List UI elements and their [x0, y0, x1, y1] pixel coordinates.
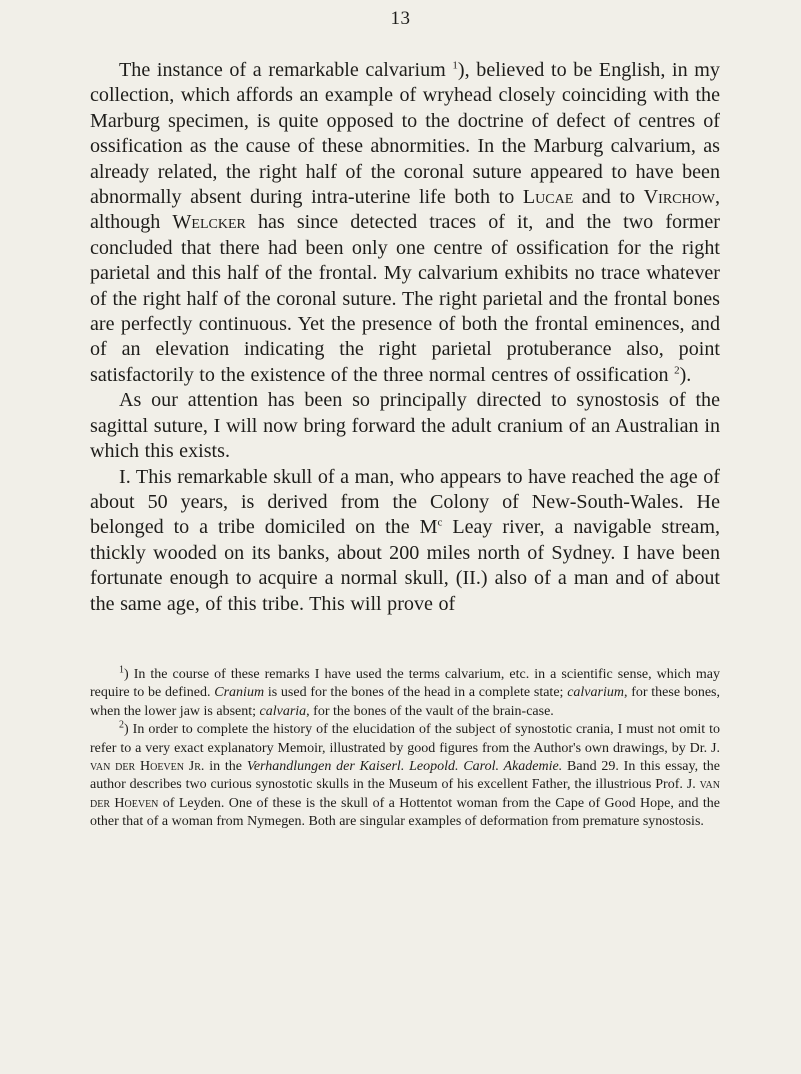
text-run: in the [204, 759, 247, 775]
superscript-c: c [437, 516, 443, 529]
text-run: of Leyden. One of these is the skull of a Hottentot woman from the Cape of Good Hope, and the other that of a woman from Nymegen. Both are singular examples of deformation from premature synostosis. [90, 795, 720, 830]
footnote-mark: 1 [119, 664, 124, 676]
text-run: ) In the course of these remarks I have used the terms calvarium, etc. in a scientific sense, which may require to be defined. [90, 667, 720, 701]
paragraph-3 [90, 465, 720, 617]
term-calvarium: calvarium [567, 685, 624, 701]
author-name-virchow: Virchow [643, 186, 715, 209]
paragraph-1 [90, 58, 720, 388]
text-run: , for the bones of the vault of the brain-case. [306, 703, 554, 719]
author-name-welcker: Welcker [172, 211, 246, 234]
footnote-ref-2[interactable]: 2 [674, 364, 680, 377]
text-run: Band 29. In this essay, the author describes two curious synostotic skulls in the Museum of his excellent Father, the illustrious Prof. J. [90, 759, 720, 793]
text-run: is used for the bones of the head in a complete state; [264, 685, 568, 701]
text-run: Leay river, a navigable stream, thickly wooded on its banks, about 200 miles north of Sydney. I have been fortunate enough to acquire a normal skull, (II.) also of a man and of about the same age, of this tribe. This will prove of [90, 516, 720, 615]
journal-title: Verhandlungen der Kaiserl. Leopold. Carol. Akademie. [246, 759, 563, 775]
text-run: I. This remarkable skull of a man, who appears to have reached the age of about 50 years, is derived from the Colony of New-South-Wales. He belonged to a tribe domiciled on the M [90, 465, 720, 539]
author-name-van-der-hoeven-jr: van der Hoeven Jr. [90, 759, 205, 775]
footnote-1 [90, 666, 720, 721]
footnote-ref-1[interactable]: 1 [452, 59, 458, 72]
text-run: and to [573, 186, 644, 209]
page-number: 13 [390, 8, 411, 29]
text-run: ), believed to be English, in my collection, which affords an example of wryhead closely coinciding with the Marburg specimen, is quite opposed to the doctrine of defect of centres of ossification as the cause of these abnormities. In the Marburg calvarium, as already related, the right half of the coronal suture appeared to have been abnormally absent during intra-uterine life both to [90, 59, 720, 209]
author-name-lucae: Lucae [522, 186, 574, 209]
text-run: ) In order to complete the history of the elucidation of the subject of synostotic crania, I must not omit to refer to a very exact explanatory Memoir, illustrated by good figures from the Author's own drawings, by Dr. J. [90, 722, 720, 756]
footnotes [90, 666, 720, 832]
text-run: The instance of a remarkable calvarium [119, 59, 453, 81]
text-run: , although [90, 186, 720, 234]
author-name-van-der-hoeven: van der Hoeven [90, 777, 720, 811]
text-run: has since detected traces of it, and the two former concluded that there had been only one centre of ossification for the right parietal and this half of the frontal. My calvarium exhibits no trace whatever of the right half of the coronal suture. The right parietal and the frontal bones are perfectly continuous. Yet the presence of both the frontal eminences, and of an elevation indicating the right parietal protuberance also, point satisfactorily to the existence of the three normal centres of ossification [90, 211, 720, 386]
footnote-2 [90, 721, 720, 831]
text-run: , for these bones, when the lower jaw is absent; [90, 685, 720, 719]
paragraph-2: As our attention has been so principally directed to synostosis of the sagittal suture, I will now bring forward the adult cranium of an Australian in which this exists. [90, 389, 720, 463]
footnote-mark: 2 [119, 719, 124, 731]
text-run: ). [679, 363, 692, 386]
main-text [90, 58, 720, 617]
term-calvaria: calvaria [259, 703, 307, 719]
term-cranium: Cranium [214, 685, 265, 701]
